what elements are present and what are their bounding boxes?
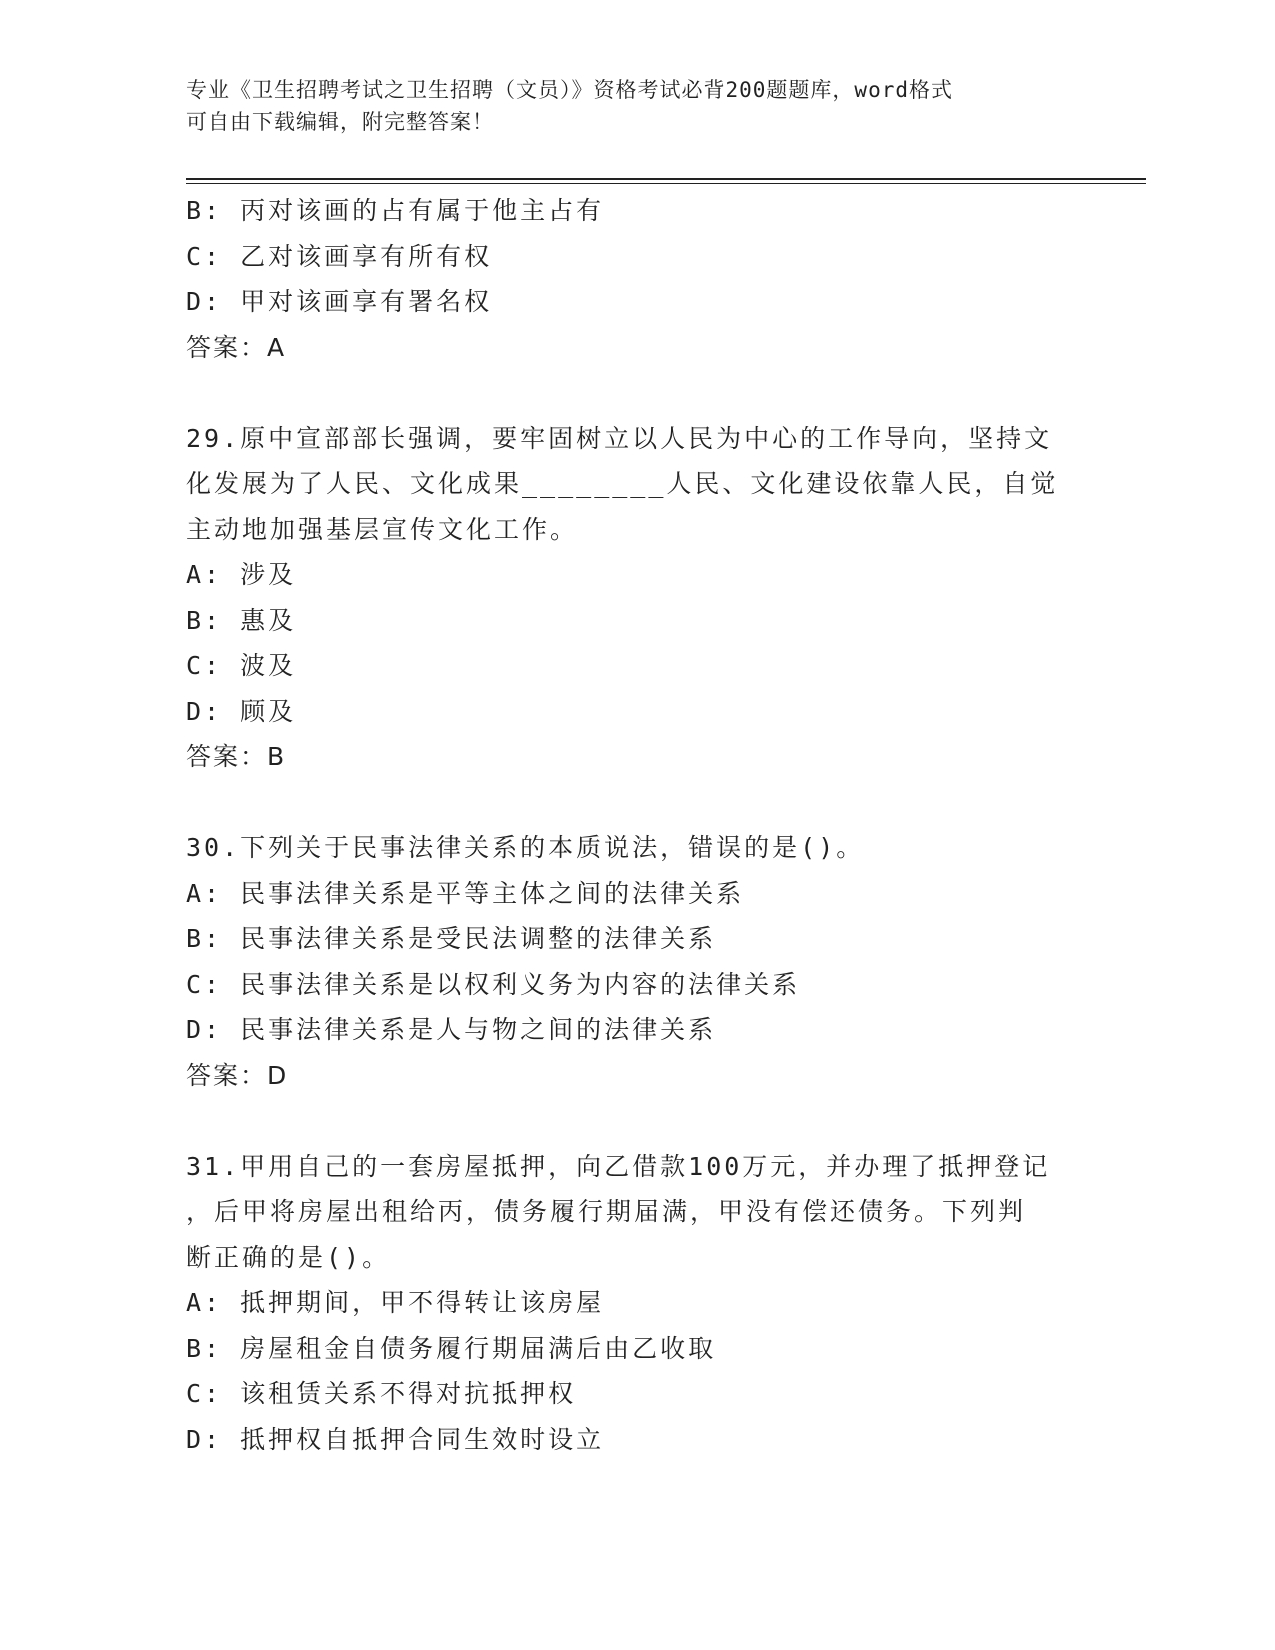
question-stem-line: 化发展为了人民、文化成果________人民、文化建设依靠人民，自觉 xyxy=(186,469,1059,498)
question-list xyxy=(186,188,1086,1462)
header-divider-thick xyxy=(186,178,1146,180)
option-c: C: 波及 xyxy=(186,651,297,680)
option-c: C: 乙对该画享有所有权 xyxy=(186,241,493,271)
option-c: C: 民事法律关系是以权利义务为内容的法律关系 xyxy=(186,969,801,999)
option-d: D: 顾及 xyxy=(186,696,297,726)
header-line-2: 可自由下载编辑，附完整答案！ xyxy=(186,110,494,134)
option-b: B: 房屋租金自债务履行期届满后由乙收取 xyxy=(186,1333,717,1363)
option-d: D: 抵押权自抵押合同生效时设立 xyxy=(186,1424,605,1454)
header-line-1: 专业《卫生招聘考试之卫生招聘（文员）》资格考试必背200题题库，word格式 xyxy=(186,78,953,102)
spacer xyxy=(186,370,1086,416)
spacer xyxy=(186,1098,1086,1144)
option-a: A: 涉及 xyxy=(186,560,297,589)
question-29 xyxy=(186,416,1086,780)
question-stem-line: 断正确的是()。 xyxy=(186,1242,391,1272)
answer: 答案：A xyxy=(186,332,287,362)
option-d: D: 民事法律关系是人与物之间的法律关系 xyxy=(186,1015,717,1044)
question-28 xyxy=(186,188,1086,370)
question-stem-line: 29.原中宣部部长强调，要牢固树立以人民为中心的工作导向，坚持文 xyxy=(186,423,1053,453)
option-a: A: 民事法律关系是平等主体之间的法律关系 xyxy=(186,878,745,908)
question-stem-line: 主动地加强基层宣传文化工作。 xyxy=(186,514,579,544)
question-stem-line: 30.下列关于民事法律关系的本质说法，错误的是()。 xyxy=(186,833,865,862)
question-stem-line: 31.甲用自己的一套房屋抵押，向乙借款100万元，并办理了抵押登记 xyxy=(186,1151,1051,1181)
question-stem-line: ，后甲将房屋出租给丙，债务履行期届满，甲没有偿还债务。下列判 xyxy=(186,1197,1027,1226)
option-b: B: 丙对该画的占有属于他主占有 xyxy=(186,196,605,225)
spacer xyxy=(186,780,1086,826)
document-header xyxy=(186,74,1066,138)
question-30 xyxy=(186,825,1086,1098)
option-c: C: 该租赁关系不得对抗抵押权 xyxy=(186,1379,577,1408)
option-a: A: 抵押期间，甲不得转让该房屋 xyxy=(186,1288,605,1317)
header-divider-thin xyxy=(186,183,1146,184)
answer: 答案：B xyxy=(186,742,287,771)
option-b: B: 民事法律关系是受民法调整的法律关系 xyxy=(186,924,717,953)
option-b: B: 惠及 xyxy=(186,605,297,635)
option-d: D: 甲对该画享有署名权 xyxy=(186,287,493,316)
answer: 答案：D xyxy=(186,1060,289,1090)
question-31 xyxy=(186,1144,1086,1463)
